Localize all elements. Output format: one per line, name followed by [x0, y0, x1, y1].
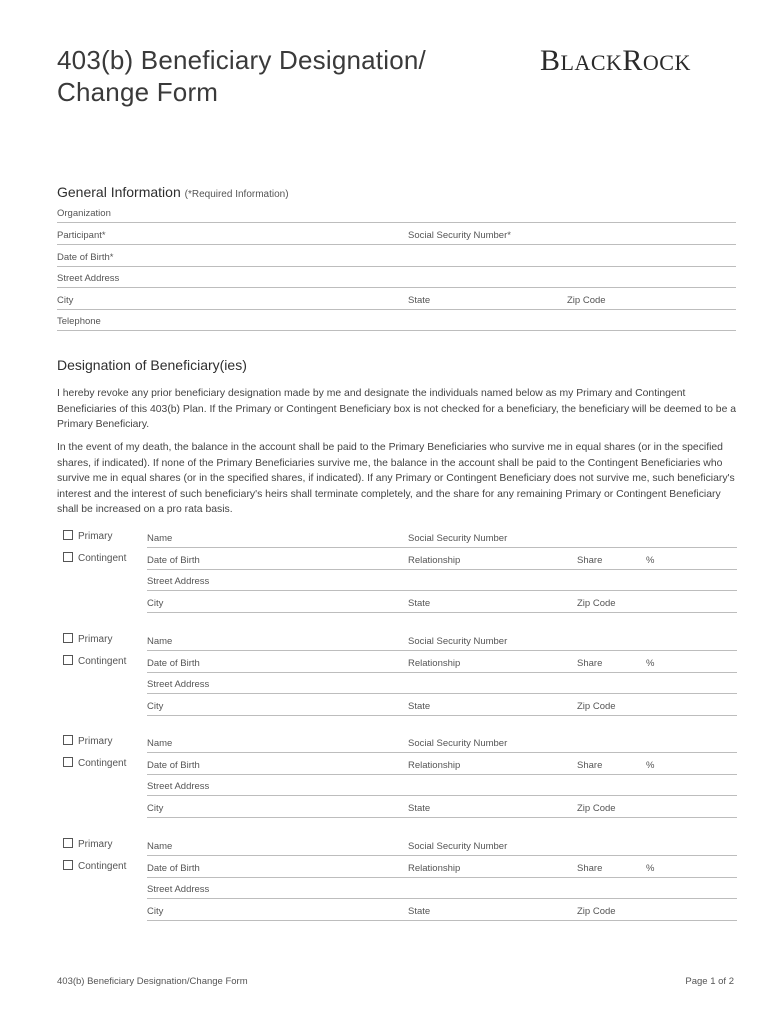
name-ssn-row[interactable]: [147, 731, 737, 753]
contingent-label: Contingent: [78, 553, 127, 564]
form-title: [57, 44, 426, 108]
contingent-checkbox[interactable]: [63, 757, 126, 769]
beneficiary-block-1: [57, 526, 737, 612]
ssn-label: Social Security Number: [408, 636, 508, 647]
telephone-field[interactable]: [57, 309, 736, 331]
city-label: City: [147, 701, 164, 712]
ssn-label: Social Security Number: [408, 738, 508, 749]
street-label: Street Address: [147, 679, 210, 690]
name-ssn-row[interactable]: [147, 629, 737, 651]
share-label: Share: [577, 760, 603, 771]
beneficiary-block-3: [57, 731, 737, 817]
general-heading-text: General Information: [57, 184, 181, 200]
street-address-row[interactable]: [147, 569, 737, 591]
relationship-label: Relationship: [408, 658, 461, 669]
primary-label: Primary: [78, 634, 113, 645]
name-ssn-row[interactable]: [147, 526, 737, 548]
relationship-label: Relationship: [408, 760, 461, 771]
city-label: City: [147, 803, 164, 814]
designation-paragraph-2: In the event of my death, the balance in the account shall be paid to the Primary Beneficiaries who survive me in equal shares (or in the specified shares, if indicated). If none of the Primary Beneficiaries survive me, the balance in the account shall be paid to the Contingent Beneficiaries who survive me in equal shares (or in the specified shares, if indicated). If any Primary or Contingent Beneficiary does not survive me, such beneficiary's interest and the interest of such beneficiary's heirs shall terminate completely, and the share for any remaining Primary or Contingent Beneficiary shall be increased on a pro rata basis.: [57, 442, 735, 515]
zip-label: Zip Code: [577, 906, 616, 917]
contingent-checkbox[interactable]: [63, 655, 126, 667]
state-label: State: [408, 701, 431, 712]
share-label: Share: [577, 863, 603, 874]
street-label: Street Address: [147, 884, 210, 895]
name-label: Name: [147, 533, 173, 544]
state-label: State: [408, 295, 431, 306]
city-label: City: [147, 598, 164, 609]
ssn-label: Social Security Number: [408, 841, 508, 852]
city-state-zip-row[interactable]: [147, 694, 737, 716]
footer-form-name: 403(b) Beneficiary Designation/Change Form: [57, 976, 248, 987]
zip-label: Zip Code: [577, 803, 616, 814]
primary-label: Primary: [78, 839, 113, 850]
dob-relationship-share-row[interactable]: [147, 753, 737, 775]
form-title-line1: 403(b) Beneficiary Designation/: [57, 45, 426, 75]
street-label: Street Address: [147, 781, 210, 792]
dob-label: Date of Birth: [147, 658, 200, 669]
dob-label: Date of Birth: [147, 555, 200, 566]
checkbox-icon: [63, 838, 73, 848]
checkbox-icon: [63, 633, 73, 643]
dob-label: Date of Birth: [147, 760, 200, 771]
street-label: Street Address: [57, 273, 120, 284]
dob-relationship-share-row[interactable]: [147, 651, 737, 673]
form-title-line2: Change Form: [57, 77, 219, 107]
designation-heading: Designation of Beneficiary(ies): [57, 357, 247, 373]
state-label: State: [408, 906, 431, 917]
checkbox-icon: [63, 530, 73, 540]
state-label: State: [408, 598, 431, 609]
participant-ssn-label: Social Security Number*: [408, 230, 511, 241]
street-label: Street Address: [147, 576, 210, 587]
contingent-label: Contingent: [78, 861, 127, 872]
beneficiary-block-4: [57, 834, 737, 920]
contingent-checkbox[interactable]: [63, 552, 126, 564]
share-label: Share: [577, 658, 603, 669]
city-state-zip-row[interactable]: [147, 591, 737, 613]
dob-relationship-share-row[interactable]: [147, 548, 737, 570]
street-address-row[interactable]: [147, 877, 737, 899]
checkbox-icon: [63, 735, 73, 745]
zip-label: Zip Code: [577, 701, 616, 712]
percent-label: %: [646, 555, 655, 566]
required-note: (*Required Information): [184, 189, 289, 200]
city-state-zip-row[interactable]: [147, 899, 737, 921]
zip-label: Zip Code: [567, 295, 606, 306]
participant-row: [57, 223, 736, 245]
city-state-zip-row[interactable]: [147, 796, 737, 818]
contingent-label: Contingent: [78, 758, 127, 769]
zip-label: Zip Code: [577, 598, 616, 609]
name-label: Name: [147, 636, 173, 647]
percent-label: %: [646, 658, 655, 669]
blackrock-logo: BLACKROCK: [540, 44, 691, 77]
primary-label: Primary: [78, 531, 113, 542]
city-label: City: [57, 295, 74, 306]
beneficiary-block-2: [57, 629, 737, 715]
primary-checkbox[interactable]: [63, 838, 112, 850]
street-address-row[interactable]: [147, 774, 737, 796]
city-label: City: [147, 906, 164, 917]
primary-checkbox[interactable]: [63, 530, 112, 542]
designation-paragraph-1: I hereby revoke any prior beneficiary designation made by me and designate the individuals named below as my Primary and Contingent Beneficiaries of this 403(b) Plan. If the Primary or Contingent Beneficiary box is not checked for a beneficiary, the beneficiary will be deemed to be a Primary Beneficiary.: [57, 388, 737, 430]
state-label: State: [408, 803, 431, 814]
percent-label: %: [646, 760, 655, 771]
checkbox-icon: [63, 860, 73, 870]
relationship-label: Relationship: [408, 863, 461, 874]
primary-checkbox[interactable]: [63, 633, 112, 645]
name-label: Name: [147, 738, 173, 749]
checkbox-icon: [63, 655, 73, 665]
participant-label: Participant*: [57, 230, 106, 241]
contingent-label: Contingent: [78, 656, 127, 667]
organization-label: Organization: [57, 208, 111, 219]
primary-checkbox[interactable]: [63, 735, 112, 747]
dob-label: Date of Birth*: [57, 252, 114, 263]
share-label: Share: [577, 555, 603, 566]
city-state-zip-row: [57, 288, 736, 310]
checkbox-icon: [63, 552, 73, 562]
relationship-label: Relationship: [408, 555, 461, 566]
dob-label: Date of Birth: [147, 863, 200, 874]
checkbox-icon: [63, 757, 73, 767]
date-of-birth-field[interactable]: [57, 245, 736, 267]
dob-relationship-share-row[interactable]: [147, 856, 737, 878]
primary-label: Primary: [78, 736, 113, 747]
general-information-heading: [57, 184, 289, 200]
name-label: Name: [147, 841, 173, 852]
organization-field[interactable]: [57, 201, 736, 223]
telephone-label: Telephone: [57, 316, 101, 327]
name-ssn-row[interactable]: [147, 834, 737, 856]
contingent-checkbox[interactable]: [63, 860, 126, 872]
street-address-row[interactable]: [147, 672, 737, 694]
percent-label: %: [646, 863, 655, 874]
street-address-field[interactable]: [57, 266, 736, 288]
footer-page-number: Page 1 of 2: [685, 976, 734, 987]
ssn-label: Social Security Number: [408, 533, 508, 544]
